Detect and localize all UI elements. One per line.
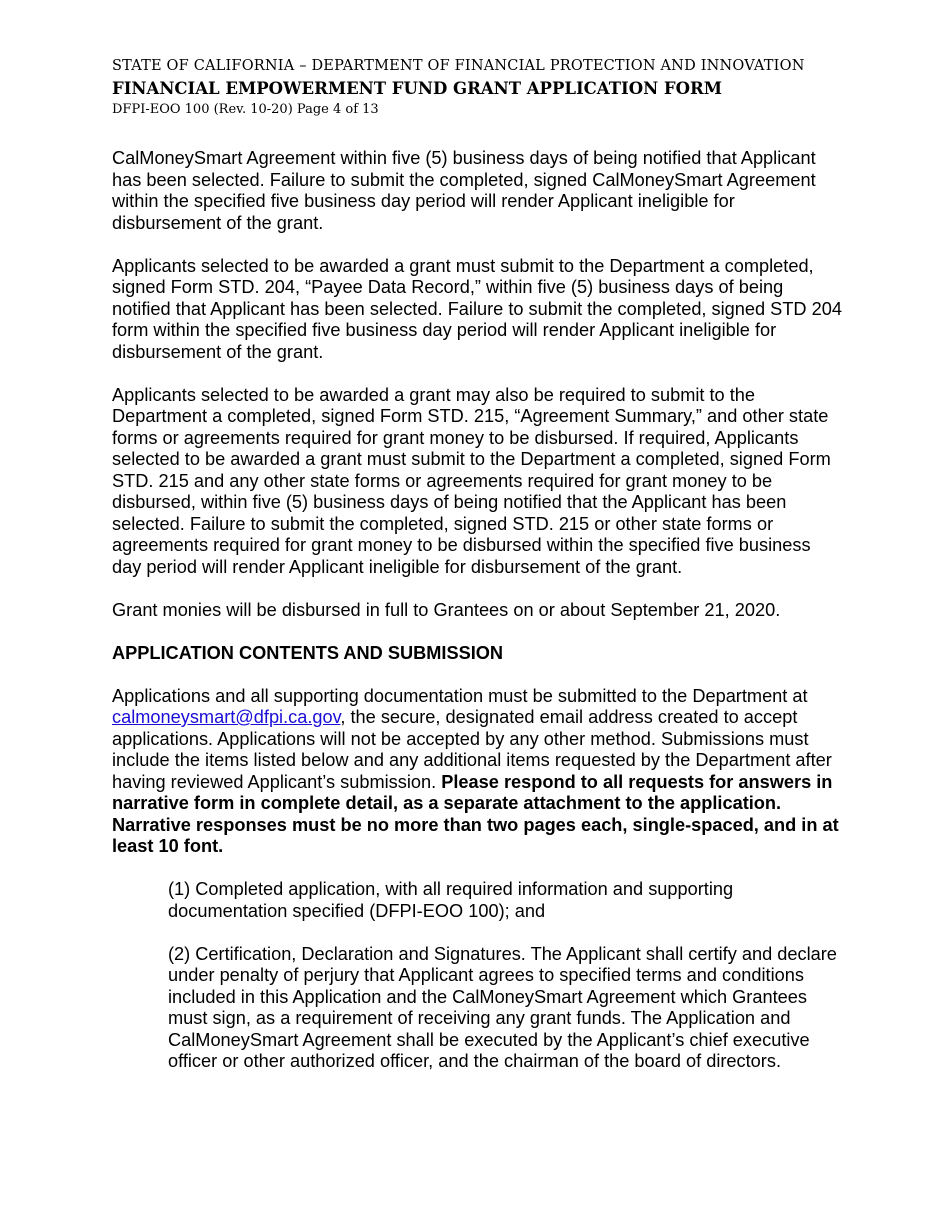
paragraph-std-215: Applicants selected to be awarded a grant may also be required to submit to the Department a completed, signed Form STD. 215, “Agreement Summary,” and other state forms or agreements required for grant money to be disbursed. If required, Applicants selected to be awarded a grant must submit to the Department a completed, signed Form STD. 215 and any other state forms or agreements required for grant money to be disbursed, within five (5) business days of being notified that the Applicant has been selected. Failure to submit the completed, signed STD. 215 or other state forms or agreements required for grant money to be disbursed within the specified five business day period will render Applicant ineligible for disbursement of the grant. [112, 384, 831, 577]
paragraph-std-204: Applicants selected to be awarded a grant must submit to the Department a completed, signed Form STD. 204, “Payee Data Record,” within five (5) business days of being notified that Applicant has been selected. Failure to submit the completed, signed STD 204 form within the specified five business day period will render Applicant ineligible for disbursement of the grant. [112, 255, 842, 362]
list-item-completed-application: (1) Completed application, with all required information and supporting documentation specified (DFPI-EOO 100); and [168, 879, 734, 921]
submission-text-middle: , the secure, designated email address created to accept applications. Applications will not be accepted by any other method. Submissions must include the items listed below and any additional items requested by the Department after having reviewed Applicant’s submission. [112, 707, 832, 792]
paragraph-submission-instructions [112, 686, 842, 858]
form-number: DFPI-EOO 100 (Rev. 10-20) Page 4 of 13 [112, 102, 379, 117]
form-title: FINANCIAL EMPOWERMENT FUND GRANT APPLICATION FORM [112, 79, 722, 98]
email-link[interactable]: calmoneysmart@dfpi.ca.gov [112, 707, 341, 727]
document-header [112, 56, 842, 120]
submission-text-bold: Please respond to all requests for answers in narrative form in complete detail, as a separate attachment to the application. Narrative responses must be no more than two pages each, single-spaced, and in at least 10 font. [112, 771, 839, 856]
paragraph-disbursement-date: Grant monies will be disbursed in full to Grantees on or about September 21, 2020. [112, 599, 781, 620]
list-item-certification: (2) Certification, Declaration and Signatures. The Applicant shall certify and declare under penalty of perjury that Applicant agrees to specified terms and conditions included in this Application and the CalMoneySmart Agreement which Grantees must sign, as a requirement of receiving any grant funds. The Application and CalMoneySmart Agreement shall be executed by the Applicant’s chief executive officer or other authorized officer, and the chairman of the board of directors. [168, 943, 837, 1071]
section-heading: APPLICATION CONTENTS AND SUBMISSION [112, 642, 504, 663]
document-page [112, 56, 842, 1073]
submission-text-start: Applications and all supporting documentation must be submitted to the Department at [112, 685, 808, 706]
agency-name: STATE OF CALIFORNIA – DEPARTMENT OF FINANCIAL PROTECTION AND INNOVATION [112, 58, 805, 74]
paragraph-calmoneysmart-agreement: CalMoneySmart Agreement within five (5) business days of being notified that Applicant has been selected. Failure to submit the completed, signed CalMoneySmart Agreement within the specified five business day period will render Applicant ineligible for disbursement of the grant. [112, 148, 816, 233]
